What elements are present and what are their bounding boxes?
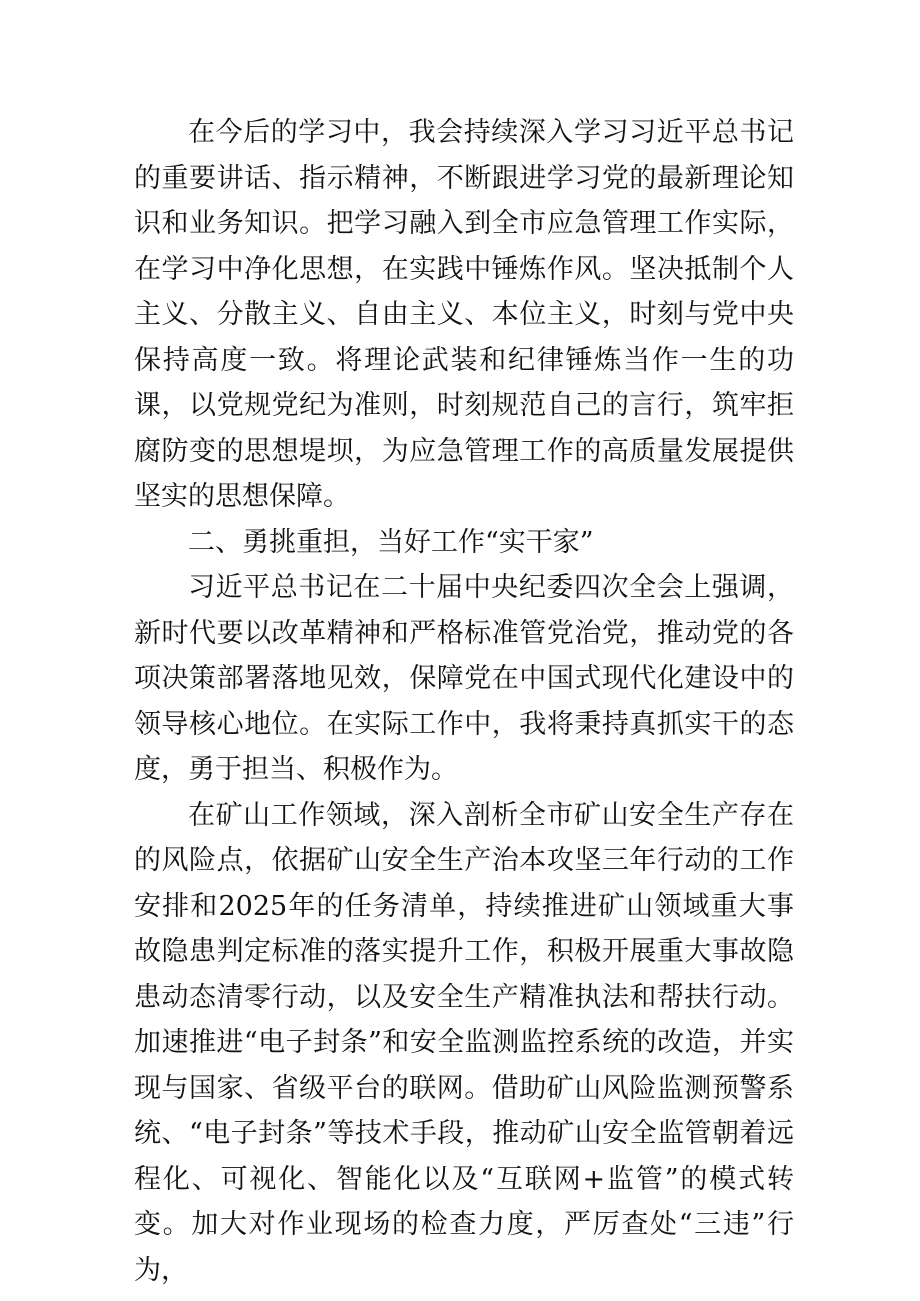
- paragraph-study-plan: 在今后的学习中，我会持续深入学习习近平总书记的重要讲话、指示精神，不断跟进学习党的最新理论知识和业务知识。把学习融入到全市应急管理工作实际，在学习中净化思想，在实践中锤炼作风。坚决抵制个人主义、分散主义、自由主义、本位主义，时刻与党中央保持高度一致。将理论武装和纪律锤炼当作一生的功课，以党规党纪为准则，时刻规范自己的言行，筑牢拒腐防变的思想堤坝，为应急管理工作的高质量发展提供坚实的思想保障。: [134, 117, 794, 512]
- section-heading: 二、勇挑重担，当好工作“实干家”: [188, 526, 594, 558]
- paragraph-mine-safety: 在矿山工作领域，深入剖析全市矿山安全生产存在的风险点，依据矿山安全生产治本攻坚三年行动的工作安排和2025年的任务清单，持续推进矿山领域重大事故隐患判定标准的落实提升工作，积极开展重大事故隐患动态清零行动，以及安全生产精准执法和帮扶行动。加速推进“电子封条”和安全监测监控系统的改造，并实现与国家、省级平台的联网。借助矿山风险监测预警系统、“电子封条”等技术手段，推动矿山安全监管朝着远程化、可视化、智能化以及“互联网+监管”的模式转变。加大对作业现场的检查力度，严厉查处“三违”行为，: [134, 799, 794, 1286]
- paragraph-speech-quote: 习近平总书记在二十届中央纪委四次全会上强调，新时代要以改革精神和严格标准管党治党，推动党的各项决策部署落地见效，保障党在中国式现代化建设中的领导核心地位。在实际工作中，我将秉持真抓实干的态度，勇于担当、积极作为。: [134, 572, 794, 785]
- document-body: [134, 110, 794, 1293]
